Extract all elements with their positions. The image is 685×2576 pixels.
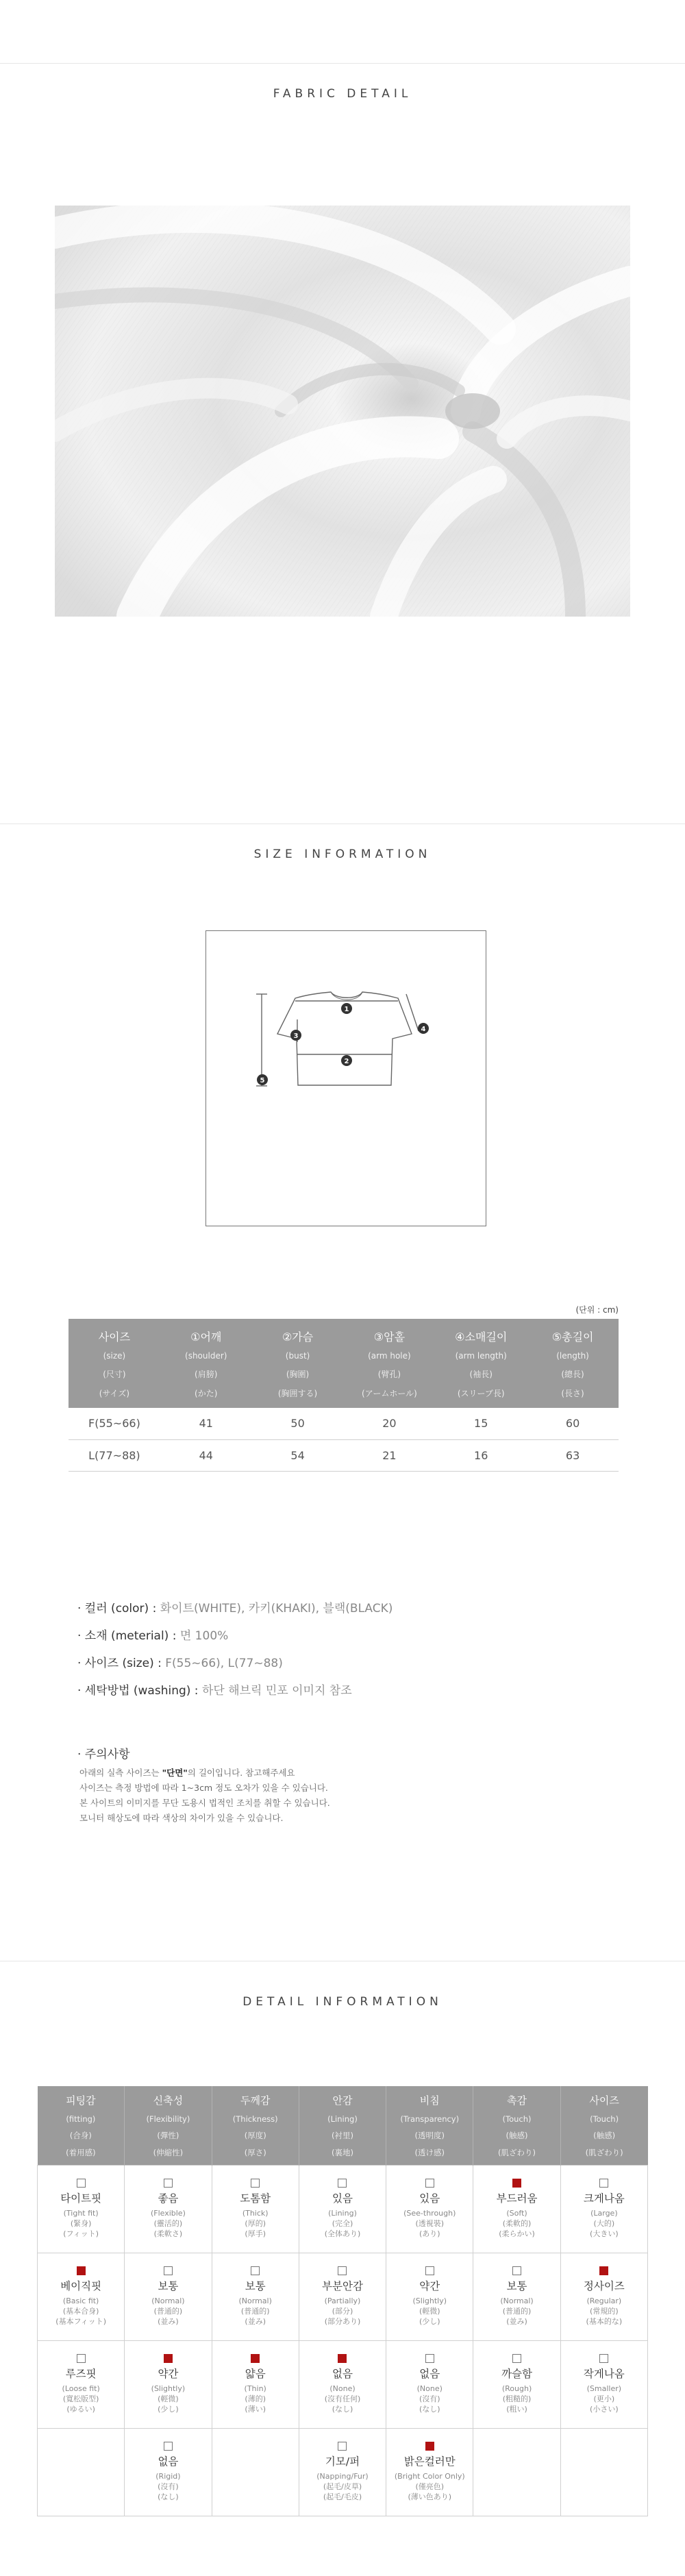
detail-col-en: (Transparency) <box>400 2114 460 2124</box>
detail-cell <box>212 2253 299 2340</box>
detail-option-sub: (起毛/毛皮) <box>323 2492 362 2501</box>
size-col-zh: (袖長) <box>469 1369 493 1379</box>
detail-option-sub: (僅亮色) <box>415 2482 445 2491</box>
size-col-ja: (アームホール) <box>362 1388 417 1398</box>
detail-information-title: DETAIL INFORMATION <box>242 1995 443 2009</box>
unchecked-box-icon <box>599 2179 608 2188</box>
detail-option <box>386 2266 473 2327</box>
size-cell: 63 <box>527 1439 619 1471</box>
detail-option-sub: (Slightly) <box>151 2384 186 2393</box>
detail-col-en: (fitting) <box>66 2114 96 2124</box>
size-col-en: (shoulder) <box>185 1350 227 1361</box>
detail-col-main: 신축성 <box>153 2094 184 2107</box>
detail-option-sub: (See-through) <box>403 2209 456 2218</box>
detail-option <box>125 2179 211 2239</box>
detail-option-sub: (Soft) <box>506 2209 527 2218</box>
size-col-header <box>160 1319 252 1408</box>
detail-col-sub2: (衬里) <box>331 2130 353 2140</box>
detail-cell <box>125 2165 212 2253</box>
size-diagram <box>206 930 486 1226</box>
unchecked-box-icon <box>425 2266 434 2275</box>
detail-option-sub: (None) <box>416 2384 443 2393</box>
detail-row <box>38 2253 648 2340</box>
detail-option-label: 정사이즈 <box>583 2280 625 2292</box>
detail-col-sub3: (伸縮性) <box>153 2147 184 2157</box>
unchecked-box-icon <box>77 2354 86 2363</box>
detail-option-sub: (Slightly) <box>412 2296 447 2305</box>
checked-box-icon <box>164 2354 173 2363</box>
detail-cell <box>473 2165 560 2253</box>
detail-option <box>386 2442 473 2502</box>
size-col-header <box>68 1319 160 1408</box>
detail-option-sub: (Smaller) <box>586 2384 622 2393</box>
checked-box-icon <box>338 2354 347 2363</box>
size-cell: 21 <box>343 1439 435 1471</box>
caution-line-1-post: 의 길이입니다. 참고해주세요 <box>187 1768 295 1778</box>
detail-option-sub: (ゆるい) <box>66 2405 95 2414</box>
detail-cell <box>473 2428 560 2516</box>
size-cell: 16 <box>435 1439 527 1471</box>
size-cell: 15 <box>435 1408 527 1439</box>
detail-cell <box>212 2165 299 2253</box>
detail-option <box>299 2442 386 2502</box>
unchecked-box-icon <box>77 2179 86 2188</box>
detail-option <box>473 2266 560 2327</box>
detail-option-sub: (Tight fit) <box>63 2209 99 2218</box>
detail-option-label: 베이직핏 <box>60 2280 102 2292</box>
detail-col-header <box>473 2086 560 2165</box>
detail-option-sub: (Normal) <box>151 2296 185 2305</box>
detail-option-sub: (フィット) <box>63 2229 99 2238</box>
detail-cell <box>212 2340 299 2428</box>
checked-box-icon <box>599 2266 608 2275</box>
detail-option <box>38 2266 124 2327</box>
caution-line-3: 본 사이트의 이미지를 무단 도용시 법적인 조치를 취할 수 있습니다. <box>79 1798 330 1808</box>
detail-option-label: 없음 <box>419 2368 440 2380</box>
detail-col-sub3: (肌ざわり) <box>498 2147 536 2157</box>
size-cell: F(55~66) <box>68 1408 160 1439</box>
detail-option-label: 좋음 <box>158 2192 179 2205</box>
size-table <box>68 1319 619 1472</box>
size-col-main: ⑤총길이 <box>551 1330 594 1343</box>
detail-col-sub2: (透明度) <box>414 2130 445 2140</box>
detail-option-label: 도톰함 <box>240 2192 271 2205</box>
size-col-main: ④소매길이 <box>455 1330 508 1343</box>
detail-col-sub2: (合身) <box>69 2130 92 2140</box>
detail-option-sub: (並み) <box>158 2317 179 2326</box>
detail-col-main: 안감 <box>332 2094 353 2107</box>
detail-col-sub3: (肌ざわり) <box>585 2147 623 2157</box>
detail-option-label: 없음 <box>158 2455 179 2468</box>
detail-col-sub2: (彈性) <box>157 2130 179 2140</box>
detail-option <box>473 2179 560 2239</box>
detail-option-sub: (常規的) <box>590 2307 619 2316</box>
detail-option <box>386 2179 473 2239</box>
size-row <box>68 1408 619 1439</box>
detail-option-sub: (小さい) <box>590 2405 619 2414</box>
detail-row <box>38 2165 648 2253</box>
size-col-en: (bust) <box>285 1350 310 1361</box>
detail-cell <box>299 2253 386 2340</box>
detail-option-sub: (柔軟さ) <box>153 2229 183 2238</box>
detail-option-sub: (部分) <box>332 2307 353 2316</box>
detail-option-label: 약간 <box>158 2368 179 2380</box>
detail-col-sub3: (裏地) <box>331 2147 353 2157</box>
detail-option-sub: (Thick) <box>242 2209 269 2218</box>
detail-option <box>561 2179 647 2239</box>
detail-option-sub: (厚的) <box>245 2219 266 2228</box>
detail-cell <box>299 2340 386 2428</box>
info-material-value: 면 100% <box>179 1629 229 1643</box>
svg-text:1: 1 <box>344 1006 349 1013</box>
unchecked-box-icon <box>425 2179 434 2188</box>
detail-option-sub: (粗糙的) <box>502 2394 532 2403</box>
caution-line-1-pre: 아래의 실측 사이즈는 <box>79 1768 162 1778</box>
size-col-en: (arm length) <box>455 1350 507 1361</box>
detail-col-sub3: (厚さ) <box>244 2147 266 2157</box>
detail-col-en: (Lining) <box>327 2114 358 2124</box>
detail-cell <box>38 2340 125 2428</box>
detail-option-sub: (並み) <box>506 2317 527 2326</box>
size-col-ja: (スリーブ長) <box>457 1388 505 1398</box>
detail-option-sub: (沒有) <box>419 2394 440 2403</box>
detail-col-en: (Flexibility) <box>146 2114 190 2124</box>
detail-option-sub: (完全) <box>332 2219 353 2228</box>
detail-option-sub: (なし) <box>419 2405 440 2414</box>
info-size <box>77 1653 283 1670</box>
detail-option-sub: (基本フィット) <box>55 2317 106 2326</box>
detail-option-label: 루즈핏 <box>65 2368 97 2380</box>
detail-option <box>561 2354 647 2414</box>
detail-option-label: 까슬함 <box>501 2368 532 2380</box>
detail-option-sub: (沒有任何) <box>324 2394 361 2403</box>
detail-option-sub: (沒有) <box>158 2482 179 2491</box>
unchecked-box-icon <box>425 2354 434 2363</box>
unchecked-box-icon <box>164 2442 173 2451</box>
detail-option <box>125 2442 211 2502</box>
detail-option-sub: (Thin) <box>244 2384 266 2393</box>
caution-line-1 <box>79 1766 295 1779</box>
detail-option <box>473 2354 560 2414</box>
detail-option-label: 보통 <box>506 2280 527 2292</box>
size-cell: 60 <box>527 1408 619 1439</box>
checked-box-icon <box>77 2266 86 2275</box>
detail-cell <box>212 2428 299 2516</box>
detail-cell <box>299 2165 386 2253</box>
fabric-swatch-image <box>55 206 630 617</box>
detail-option-sub: (Basic fit) <box>62 2296 99 2305</box>
detail-option-sub: (Regular) <box>586 2296 622 2305</box>
detail-option <box>125 2354 211 2414</box>
detail-cell <box>560 2340 647 2428</box>
detail-col-sub2: (触感) <box>506 2130 528 2140</box>
detail-cell <box>299 2428 386 2516</box>
detail-col-header <box>125 2086 212 2165</box>
size-col-zh: (肩膀) <box>195 1369 218 1379</box>
detail-option-sub: (大きい) <box>590 2229 619 2238</box>
detail-option-sub: (普通的) <box>153 2307 183 2316</box>
detail-option-sub: (部分あり) <box>324 2317 361 2326</box>
detail-col-main: 촉감 <box>507 2094 527 2107</box>
detail-cell <box>38 2253 125 2340</box>
info-washing-key: · 세탁방법 (washing) : <box>77 1684 202 1698</box>
svg-text:5: 5 <box>260 1077 265 1085</box>
caution-title: · 주의사항 <box>77 1748 130 1761</box>
detail-option-sub: (透視裝) <box>415 2219 445 2228</box>
detail-option-sub: (輕微) <box>158 2394 179 2403</box>
detail-option <box>299 2354 386 2414</box>
unchecked-box-icon <box>512 2266 521 2275</box>
info-color-key: · 컬러 (color) : <box>77 1602 160 1615</box>
size-col-main: ②가슴 <box>282 1330 314 1343</box>
unchecked-box-icon <box>512 2354 521 2363</box>
size-cell: 54 <box>252 1439 344 1471</box>
size-col-ja: (かた) <box>195 1388 218 1398</box>
detail-col-sub2: (厚度) <box>244 2130 266 2140</box>
unchecked-box-icon <box>599 2354 608 2363</box>
unchecked-box-icon <box>164 2179 173 2188</box>
detail-cell <box>560 2165 647 2253</box>
detail-option-sub: (Bright Color Only) <box>394 2472 465 2481</box>
detail-option-sub: (並み) <box>245 2317 266 2326</box>
size-col-zh: (總長) <box>561 1369 584 1379</box>
unchecked-box-icon <box>338 2266 347 2275</box>
detail-option-sub: (柔らかい) <box>499 2229 535 2238</box>
size-cell: L(77~88) <box>68 1439 160 1471</box>
detail-option-label: 기모/퍼 <box>325 2455 360 2468</box>
detail-option-label: 보통 <box>245 2280 266 2292</box>
detail-option-label: 있음 <box>419 2192 440 2205</box>
detail-row <box>38 2340 648 2428</box>
detail-col-header <box>38 2086 125 2165</box>
detail-option-sub: (薄い色あり) <box>408 2492 452 2501</box>
svg-text:4: 4 <box>421 1026 426 1033</box>
detail-col-en: (Touch) <box>502 2114 532 2124</box>
detail-option-sub: (Loose fit) <box>62 2384 100 2393</box>
size-cell: 41 <box>160 1408 252 1439</box>
size-col-ja: (長さ) <box>561 1388 584 1398</box>
detail-option-sub: (少し) <box>419 2317 440 2326</box>
detail-option-sub: (基本的な) <box>586 2317 623 2326</box>
detail-col-header <box>212 2086 299 2165</box>
detail-col-header <box>299 2086 386 2165</box>
detail-option-label: 없음 <box>332 2368 353 2380</box>
size-col-header <box>343 1319 435 1408</box>
detail-option <box>212 2266 299 2327</box>
detail-col-sub3: (透け感) <box>414 2147 445 2157</box>
detail-option-sub: (Napping/Fur) <box>316 2472 369 2481</box>
detail-option-sub: (なし) <box>158 2492 179 2501</box>
detail-cell <box>560 2428 647 2516</box>
detail-option-label: 타이트핏 <box>60 2192 102 2205</box>
detail-cell <box>473 2340 560 2428</box>
detail-option-sub: (Partially) <box>324 2296 361 2305</box>
detail-option-sub: (Rough) <box>501 2384 532 2393</box>
detail-option-sub: (基本合身) <box>62 2307 99 2316</box>
detail-col-main: 두께감 <box>240 2094 271 2107</box>
top-divider <box>0 63 685 64</box>
detail-col-main: 피팅감 <box>66 2094 96 2107</box>
detail-row <box>38 2428 648 2516</box>
unchecked-box-icon <box>164 2266 173 2275</box>
detail-option-sub: (緊身) <box>70 2219 92 2228</box>
detail-option-sub: (Flexible) <box>150 2209 186 2218</box>
detail-col-sub2: (触感) <box>593 2130 616 2140</box>
unchecked-box-icon <box>251 2179 260 2188</box>
detail-cell <box>125 2253 212 2340</box>
size-cell: 50 <box>252 1408 344 1439</box>
size-col-main: 사이즈 <box>98 1330 131 1343</box>
detail-col-en: (Touch) <box>590 2114 619 2124</box>
fabric-detail-title: FABRIC DETAIL <box>273 87 412 101</box>
detail-cell <box>125 2428 212 2516</box>
detail-option <box>386 2354 473 2414</box>
checked-box-icon <box>425 2442 434 2451</box>
size-col-header <box>435 1319 527 1408</box>
detail-option-label: 약간 <box>419 2280 440 2292</box>
size-cell: 44 <box>160 1439 252 1471</box>
detail-cell <box>386 2165 473 2253</box>
unit-note: (단위 : cm) <box>575 1305 619 1315</box>
detail-col-en: (Thickness) <box>232 2114 278 2124</box>
detail-cell <box>386 2253 473 2340</box>
detail-cell <box>125 2340 212 2428</box>
info-washing <box>77 1681 352 1698</box>
detail-option-sub: (Lining) <box>328 2209 357 2218</box>
size-col-en: (size) <box>103 1350 126 1361</box>
detail-option-sub: (大的) <box>593 2219 615 2228</box>
detail-col-sub3: (着用感) <box>66 2147 96 2157</box>
info-washing-value: 하단 해브릭 민포 이미지 참조 <box>201 1684 352 1698</box>
detail-table <box>37 2086 648 2516</box>
detail-option <box>561 2266 647 2327</box>
detail-col-header <box>386 2086 473 2165</box>
detail-option-sub: (少し) <box>158 2405 179 2414</box>
detail-option <box>299 2266 386 2327</box>
info-size-key: · 사이즈 (size) : <box>77 1657 166 1670</box>
detail-option-sub: (Normal) <box>500 2296 534 2305</box>
detail-option <box>212 2354 299 2414</box>
detail-option-label: 부드러움 <box>496 2192 538 2205</box>
unchecked-box-icon <box>338 2179 347 2188</box>
detail-option-sub: (薄的) <box>245 2394 266 2403</box>
detail-cell <box>386 2428 473 2516</box>
detail-col-main: 비침 <box>419 2094 440 2107</box>
detail-option-sub: (薄い) <box>245 2405 266 2414</box>
detail-option-sub: (None) <box>329 2384 356 2393</box>
detail-option-sub: (Rigid) <box>155 2472 181 2481</box>
caution-line-4: 모니터 해상도에 따라 색상의 차이가 있을 수 있습니다. <box>79 1813 284 1823</box>
size-information-title: SIZE INFORMATION <box>253 847 432 861</box>
size-col-en: (arm hole) <box>368 1350 411 1361</box>
detail-option-sub: (普通的) <box>240 2307 270 2316</box>
size-col-main: ①어깨 <box>190 1330 222 1343</box>
detail-option-label: 부분안감 <box>322 2280 363 2292</box>
detail-option-sub: (起毛/皮草) <box>323 2482 362 2491</box>
checked-box-icon <box>512 2179 521 2188</box>
detail-option-sub: (Large) <box>590 2209 618 2218</box>
size-col-main: ③암홀 <box>373 1330 406 1343</box>
svg-text:2: 2 <box>344 1058 349 1065</box>
detail-option <box>212 2179 299 2239</box>
size-row <box>68 1439 619 1471</box>
info-size-value: F(55~66), L(77~88) <box>165 1657 283 1670</box>
detail-option-label: 작게나옴 <box>583 2368 625 2380</box>
size-col-ja: (胸囲する) <box>277 1388 318 1398</box>
detail-option <box>38 2179 124 2239</box>
size-col-header <box>252 1319 344 1408</box>
size-col-ja: (サイズ) <box>99 1388 130 1398</box>
detail-option-sub: (柔軟的) <box>502 2219 532 2228</box>
unchecked-box-icon <box>338 2442 347 2451</box>
size-divider <box>0 823 685 824</box>
size-col-en: (length) <box>556 1350 589 1361</box>
detail-option <box>299 2179 386 2239</box>
detail-option-label: 있음 <box>332 2192 353 2205</box>
svg-text:3: 3 <box>293 1032 299 1040</box>
detail-option-sub: (厚手) <box>245 2229 266 2238</box>
size-cell: 20 <box>343 1408 435 1439</box>
detail-option-label: 얇음 <box>245 2368 266 2380</box>
info-color <box>77 1598 393 1615</box>
checked-box-icon <box>251 2354 260 2363</box>
detail-option-sub: (Normal) <box>238 2296 272 2305</box>
detail-option-sub: (寬松版型) <box>62 2394 99 2403</box>
detail-option-sub: (靈活的) <box>153 2219 183 2228</box>
detail-option-sub: (輕微) <box>419 2307 440 2316</box>
detail-option-label: 밝은컬러만 <box>403 2455 456 2468</box>
detail-option-sub: (粗い) <box>506 2405 527 2414</box>
detail-option-sub: (更小) <box>593 2394 615 2403</box>
size-col-zh: (胸圍) <box>286 1369 310 1379</box>
unchecked-box-icon <box>251 2266 260 2275</box>
detail-col-header <box>560 2086 647 2165</box>
detail-option-sub: (全体あり) <box>324 2229 361 2238</box>
caution-line-1-bold: "단면" <box>162 1768 188 1778</box>
detail-cell <box>38 2428 125 2516</box>
info-color-value: 화이트(WHITE), 카키(KHAKI), 블랙(BLACK) <box>160 1602 393 1615</box>
size-col-zh: (尺寸) <box>103 1369 126 1379</box>
detail-option-label: 크게나옴 <box>583 2192 625 2205</box>
info-material-key: · 소재 (meterial) : <box>77 1629 180 1643</box>
detail-cell <box>38 2165 125 2253</box>
detail-option-label: 보통 <box>158 2280 179 2292</box>
size-col-zh: (臂孔) <box>377 1369 401 1379</box>
detail-option <box>38 2354 124 2414</box>
detail-col-main: 사이즈 <box>589 2094 619 2107</box>
detail-option-sub: (あり) <box>419 2229 440 2238</box>
detail-option-sub: (なし) <box>332 2405 353 2414</box>
detail-cell <box>560 2253 647 2340</box>
caution-line-2: 사이즈는 측정 방법에 따라 1~3cm 정도 오차가 있을 수 있습니다. <box>79 1783 328 1793</box>
detail-option <box>125 2266 211 2327</box>
detail-cell <box>473 2253 560 2340</box>
detail-option-sub: (普通的) <box>502 2307 532 2316</box>
size-col-header <box>527 1319 619 1408</box>
info-material <box>77 1626 228 1643</box>
detail-cell <box>386 2340 473 2428</box>
